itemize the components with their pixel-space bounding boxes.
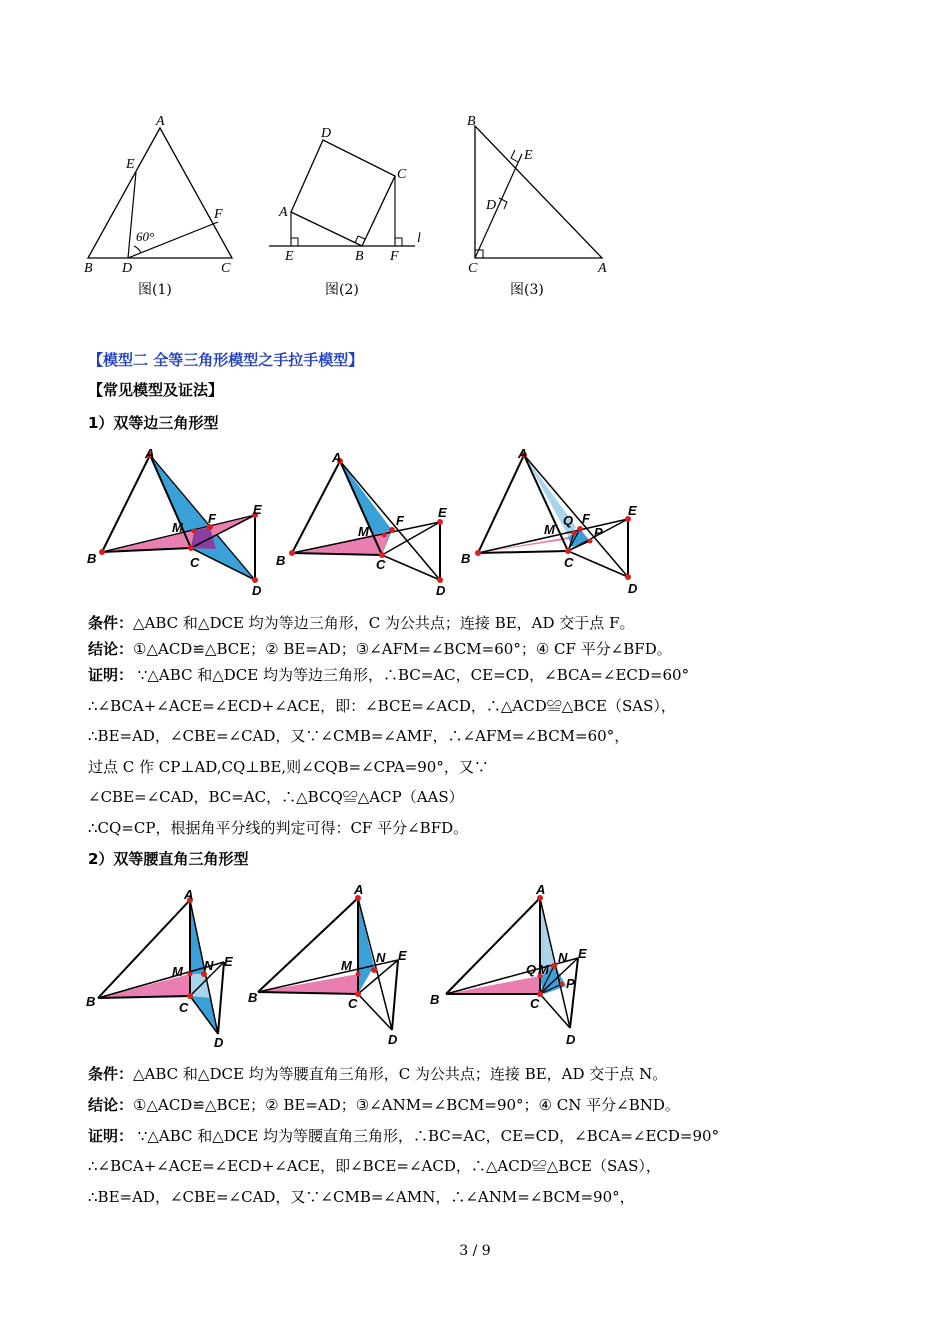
model2-title: 【模型二 全等三角形模型之手拉手模型】: [88, 351, 364, 369]
s2f2-label-b: B: [248, 990, 258, 1005]
s2f2-label-a: A: [354, 882, 364, 897]
s2f2-label-n: N: [376, 950, 386, 965]
fig1-label-a: A: [156, 114, 165, 129]
s1-proof-4: 过点 C 作 CP⊥AD,CQ⊥BE,则∠CQB=∠CPA=90°，又∵: [88, 758, 489, 776]
s1f3-label-e: E: [628, 503, 637, 518]
s2f3-label-m: M: [538, 962, 549, 977]
fig2-label-f: F: [390, 249, 399, 264]
s2f3-label-d: D: [566, 1032, 576, 1047]
s2f1-label-m: M: [172, 964, 183, 979]
fig3-label-a: A: [598, 261, 607, 276]
s2f2-label-m: M: [341, 958, 352, 973]
fig2-label-e: E: [285, 249, 294, 264]
fig1-label-e: E: [126, 157, 135, 172]
s1f1-label-e: E: [253, 502, 262, 517]
section1-figure-2: [272, 445, 462, 605]
s1-conclusion: 结论：①△ACD≌△BCE；② BE=AD；③∠AFM=∠BCM=60°；④ CF 平分∠BFD。: [88, 640, 672, 658]
s1f2-label-c: C: [376, 557, 386, 572]
fig1-label-c: C: [221, 261, 231, 276]
s2-condition: 条件：△ABC 和△DCE 均为等腰直角三角形，C 为公共点；连接 BE，AD 交于点 N。: [88, 1065, 668, 1083]
section1-figure-1: [82, 445, 272, 605]
s2f3-label-n: N: [558, 950, 568, 965]
s1-proof-5: ∠CBE=∠CAD，BC=AC，∴△BCQ≌△ACP（AAS）: [88, 788, 464, 806]
fig2-label-a: A: [279, 205, 288, 220]
s2f1-label-b: B: [86, 994, 96, 1009]
fig2-label-l: l: [417, 231, 421, 246]
s1f3-label-d: D: [628, 581, 638, 596]
s2f3-label-p: P: [566, 976, 575, 991]
s2f1-label-e: E: [224, 954, 233, 969]
s1f1-label-f: F: [208, 511, 216, 526]
s1f1-label-b: B: [87, 551, 97, 566]
s2f3-label-e: E: [578, 946, 587, 961]
s2-proof-3: ∴BE=AD，∠CBE=∠CAD，又∵∠CMB=∠AMN，∴∠ANM=∠BCM=90°，: [88, 1188, 635, 1206]
section1-figure-3: [458, 445, 648, 605]
s1f3-label-a: A: [518, 446, 528, 461]
s1f2-label-b: B: [276, 553, 286, 568]
s1f2-label-e: E: [438, 505, 447, 520]
figure-3: [460, 110, 620, 280]
fig2-label-b: B: [355, 249, 364, 264]
s1f2-label-d: D: [436, 583, 446, 598]
s2f1-label-d: D: [214, 1035, 224, 1050]
s1-proof-2: ∴∠BCA+∠ACE=∠ECD+∠ACE，即：∠BCE=∠ACD，∴△ACD≌△BCE（SAS），: [88, 697, 676, 715]
fig1-label-d: D: [122, 261, 133, 276]
s1f2-label-f: F: [396, 513, 404, 528]
section2-heading: 2）双等腰直角三角形型: [88, 850, 249, 868]
fig3-label-b: B: [467, 114, 476, 129]
s2f2-label-d: D: [388, 1032, 398, 1047]
s1f1-label-c: C: [190, 555, 200, 570]
s1f2-label-a: A: [332, 450, 342, 465]
s1-proof-6: ∴CQ=CP，根据角平分线的判定可得：CF 平分∠BFD。: [88, 819, 469, 837]
fig3-label-d: D: [486, 198, 497, 213]
s1f1-label-a: A: [145, 446, 155, 461]
section2-figure-2: [246, 882, 426, 1052]
s1-condition: 条件：△ABC 和△DCE 均为等边三角形，C 为公共点；连接 BE，AD 交于点 F。: [88, 614, 635, 632]
s1-proof-3: ∴BE=AD，∠CBE=∠CAD，又∵∠CMB=∠AMF，∴∠AFM=∠BCM=60°，: [88, 727, 630, 745]
s1f3-label-f: F: [582, 511, 590, 526]
s2f2-label-e: E: [398, 948, 407, 963]
s2-proof-2: ∴∠BCA+∠ACE=∠ECD+∠ACE，即∠BCE=∠ACD，∴△ACD≌△BCE（SAS），: [88, 1157, 661, 1175]
s1f1-label-m: M: [172, 520, 183, 535]
s2f1-label-c: C: [179, 1000, 189, 1015]
figure-1: [80, 112, 250, 282]
figure-2: [265, 118, 435, 283]
fig1-angle-label: 60°: [136, 229, 155, 244]
s1f3-label-q: Q: [563, 513, 574, 528]
fig2-label-c: C: [397, 167, 407, 182]
s1f3-label-b: B: [461, 551, 471, 566]
fig1-label-b: B: [84, 261, 93, 276]
s1f1-label-d: D: [252, 583, 262, 598]
section2-figure-1: [84, 890, 244, 1050]
s1-proof-1: 证明： ∵△ABC 和△DCE 均为等边三角形，∴BC=AC，CE=CD，∠BCA=∠ECD=60°: [88, 666, 690, 684]
section2-figure-3: [428, 882, 608, 1052]
s1f3-label-p: P: [594, 525, 603, 540]
section1-heading: 1）双等边三角形型: [88, 414, 219, 432]
s2-proof-1: 证明： ∵△ABC 和△DCE 均为等腰直角三角形，∴BC=AC，CE=CD，∠BCA=∠ECD=90°: [88, 1127, 720, 1145]
s2f2-label-c: C: [348, 996, 358, 1011]
page-number: 3 / 9: [459, 1243, 491, 1259]
s2-conclusion: 结论：①△ACD≌△BCE；② BE=AD；③∠ANM=∠BCM=90°；④ CN 平分∠BND。: [88, 1096, 680, 1114]
s1f3-label-c: C: [564, 555, 574, 570]
s2f1-label-a: A: [184, 890, 194, 902]
fig3-label-c: C: [468, 261, 478, 276]
s1f3-label-m: M: [544, 522, 555, 537]
fig1-caption: 图(1): [138, 282, 172, 298]
s2f1-label-n: N: [204, 958, 214, 973]
s1f2-label-m: M: [358, 524, 369, 539]
fig3-label-e: E: [524, 148, 533, 163]
fig2-label-d: D: [321, 126, 332, 141]
s2f3-label-q: Q: [526, 962, 537, 977]
fig2-caption: 图(2): [325, 282, 359, 298]
fig3-caption: 图(3): [510, 282, 544, 298]
model2-subtitle: 【常见模型及证法】: [88, 381, 224, 399]
s2f3-label-b: B: [430, 992, 440, 1007]
s2f3-label-c: C: [530, 996, 540, 1011]
fig1-label-f: F: [214, 207, 223, 222]
s2f3-label-a: A: [536, 882, 546, 897]
